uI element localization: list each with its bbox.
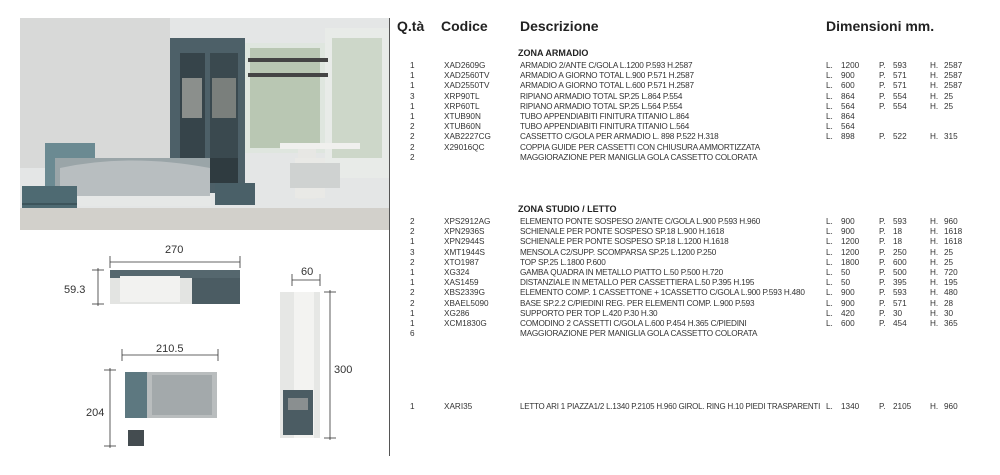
table-row <box>400 237 990 247</box>
qty-cell: 1 <box>410 268 415 277</box>
code-cell: XBS2339G <box>444 288 485 298</box>
dim-value-l: 900 <box>841 288 855 298</box>
code-cell: XRP60TL <box>444 101 480 111</box>
description-cell: BASE SP.2.2 C/PIEDINI REG. PER ELEMENTI COMP. L.900 P.593 <box>520 298 755 308</box>
dim-prefix-h: H. <box>930 268 939 277</box>
dim-prefix-p: P. <box>879 247 886 257</box>
qty-cell: 1 <box>410 237 415 247</box>
dim-value-p: 571 <box>893 81 907 91</box>
table-row <box>400 227 990 237</box>
dim-value-p: 571 <box>893 298 907 308</box>
code-cell: XPS2912AG <box>444 217 491 226</box>
qty-cell: 1 <box>410 61 415 70</box>
dim-value-p: 554 <box>893 91 907 101</box>
dim-prefix-h: H. <box>930 288 939 298</box>
description-cell: ARMADIO A GIORNO TOTAL L.900 P.571 H.2587 <box>520 71 694 81</box>
dim-value-l: 1200 <box>841 247 860 257</box>
qty-cell: 2 <box>410 217 415 226</box>
dim-value-h: 315 <box>944 132 958 142</box>
description-cell: TOP SP.25 L.1800 P.600 <box>520 257 606 267</box>
table-row <box>400 288 990 298</box>
dim-prefix-l: L. <box>826 247 833 257</box>
dim-prefix-l: L. <box>826 268 833 277</box>
table-row <box>400 217 990 227</box>
table-row <box>400 268 990 278</box>
dim-prefix-h: H. <box>930 247 939 257</box>
table-row <box>400 299 990 309</box>
column-divider <box>389 18 390 456</box>
code-cell: XG286 <box>444 308 470 318</box>
dim-value-l: 900 <box>841 227 855 237</box>
code-cell: XARI35 <box>444 402 473 411</box>
dim-prefix-p: P. <box>879 268 886 277</box>
table-row <box>400 309 990 319</box>
dim-value-h: 195 <box>944 278 958 288</box>
description-cell: RIPIANO ARMADIO TOTAL SP.25 L.864 P.554 <box>520 91 683 101</box>
dim-prefix-p: P. <box>879 217 886 226</box>
dim-value-h: 25 <box>944 247 954 257</box>
code-cell: XCM1830G <box>444 319 487 328</box>
description-cell: ARMADIO 2/ANTE C/GOLA L.1200 P.593 H.2587 <box>520 61 693 70</box>
header-description: Descrizione <box>520 18 599 34</box>
qty-cell: 2 <box>410 122 415 132</box>
dim-prefix-p: P. <box>879 319 886 328</box>
table-row <box>400 258 990 268</box>
code-cell: XMT1944S <box>444 247 485 257</box>
code-cell: XPN2936S <box>444 227 485 237</box>
dim-prefix-h: H. <box>930 61 939 70</box>
side-height-label: 300 <box>334 364 353 376</box>
dim-prefix-l: L. <box>826 257 833 267</box>
dim-prefix-h: H. <box>930 101 939 111</box>
dim-prefix-l: L. <box>826 237 833 247</box>
section-title: ZONA ARMADIO <box>518 48 589 58</box>
dim-prefix-l: L. <box>826 81 833 91</box>
dim-value-h: 25 <box>944 91 954 101</box>
code-cell: XAD2609G <box>444 61 486 70</box>
dim-value-h: 1618 <box>944 237 963 247</box>
dim-value-h: 2587 <box>944 61 963 70</box>
dim-value-l: 900 <box>841 217 855 226</box>
description-cell: ARMADIO A GIORNO TOTAL L.600 P.571 H.2587 <box>520 81 694 91</box>
dim-value-p: 500 <box>893 268 907 277</box>
description-cell: RIPIANO ARMADIO TOTAL SP.25 L.564 P.554 <box>520 101 683 111</box>
dim-value-p: 18 <box>893 237 903 247</box>
description-cell: ELEMENTO COMP. 1 CASSETTONE + 1CASSETTO C/GOLA L.900 P.593 H.480 <box>520 288 805 298</box>
qty-cell: 3 <box>410 91 415 101</box>
dim-prefix-l: L. <box>826 132 833 142</box>
dim-prefix-l: L. <box>826 308 833 318</box>
dim-value-p: 600 <box>893 257 907 267</box>
dim-prefix-l: L. <box>826 91 833 101</box>
dim-prefix-h: H. <box>930 257 939 267</box>
dim-value-l: 600 <box>841 81 855 91</box>
qty-cell: 2 <box>410 288 415 298</box>
code-cell: XTUB60N <box>444 122 481 132</box>
qty-cell: 1 <box>410 101 415 111</box>
description-cell: TUBO APPENDIABITI FINITURA TITANIO L.564 <box>520 122 690 132</box>
dim-value-p: 250 <box>893 247 907 257</box>
dim-prefix-h: H. <box>930 132 939 142</box>
dim-prefix-p: P. <box>879 402 886 411</box>
dim-value-h: 28 <box>944 298 954 308</box>
dim-value-h: 25 <box>944 101 954 111</box>
dim-value-p: 593 <box>893 288 907 298</box>
qty-cell: 2 <box>410 142 415 152</box>
qty-cell: 1 <box>410 402 415 411</box>
dim-prefix-h: H. <box>930 227 939 237</box>
qty-cell: 1 <box>410 278 415 288</box>
dim-value-p: 593 <box>893 217 907 226</box>
code-cell: X29016QC <box>444 142 485 152</box>
dim-prefix-l: L. <box>826 101 833 111</box>
qty-cell: 1 <box>410 308 415 318</box>
top-view-drawing <box>92 256 240 306</box>
code-cell: XTO1987 <box>444 257 479 267</box>
dim-value-l: 864 <box>841 112 855 121</box>
dim-value-p: 18 <box>893 227 903 237</box>
dim-prefix-p: P. <box>879 71 886 81</box>
dim-prefix-p: P. <box>879 298 886 308</box>
header-dimensions: Dimensioni mm. <box>826 18 935 34</box>
dim-value-l: 50 <box>841 278 851 288</box>
dim-prefix-h: H. <box>930 81 939 91</box>
qty-cell: 2 <box>410 132 415 142</box>
dim-prefix-h: H. <box>930 217 939 226</box>
room-photo-illustration <box>20 18 389 230</box>
dim-prefix-l: L. <box>826 112 833 121</box>
table-row <box>400 61 990 71</box>
qty-cell: 3 <box>410 247 415 257</box>
qty-cell: 6 <box>410 329 415 339</box>
technical-drawings <box>80 240 380 470</box>
dim-value-l: 564 <box>841 101 855 111</box>
dim-value-p: 454 <box>893 319 907 328</box>
dim-value-h: 25 <box>944 257 954 267</box>
dim-prefix-h: H. <box>930 91 939 101</box>
qty-cell: 1 <box>410 71 415 81</box>
dim-prefix-h: H. <box>930 319 939 328</box>
qty-cell: 1 <box>410 112 415 121</box>
table-row <box>400 132 990 142</box>
description-cell: MAGGIORAZIONE PER MANIGLIA GOLA CASSETTO COLORATA <box>520 152 758 162</box>
dim-value-h: 365 <box>944 319 958 328</box>
dim-value-l: 1200 <box>841 61 860 70</box>
description-cell: SCHIENALE PER PONTE SOSPESO SP.18 L.1200 H.1618 <box>520 237 729 247</box>
side-view-drawing <box>280 274 336 440</box>
dim-prefix-p: P. <box>879 81 886 91</box>
dim-prefix-l: L. <box>826 227 833 237</box>
dim-prefix-l: L. <box>826 298 833 308</box>
code-cell: XAD2560TV <box>444 71 490 81</box>
dim-value-l: 600 <box>841 319 855 328</box>
dim-prefix-l: L. <box>826 122 833 132</box>
dim-value-h: 30 <box>944 308 954 318</box>
dim-value-p: 593 <box>893 61 907 70</box>
dim-prefix-p: P. <box>879 91 886 101</box>
dim-prefix-p: P. <box>879 237 886 247</box>
description-cell: ELEMENTO PONTE SOSPESO 2/ANTE C/GOLA L.900 P.593 H.960 <box>520 217 761 226</box>
dim-value-l: 900 <box>841 71 855 81</box>
table-row <box>400 143 990 153</box>
table-row <box>400 402 990 412</box>
description-cell: TUBO APPENDIABITI FINITURA TITANIO L.864 <box>520 112 690 121</box>
section-title: ZONA STUDIO / LETTO <box>518 204 617 214</box>
code-cell: XTUB90N <box>444 112 481 121</box>
dim-value-h: 480 <box>944 288 958 298</box>
dim-prefix-p: P. <box>879 227 886 237</box>
dim-value-p: 554 <box>893 101 907 111</box>
description-cell: MENSOLA C2/SUPP. SCOMPARSA SP.25 L.1200 P.250 <box>520 247 717 257</box>
dim-prefix-l: L. <box>826 288 833 298</box>
bed-depth-label: 204 <box>86 407 105 419</box>
dim-value-l: 420 <box>841 308 855 318</box>
dim-value-l: 564 <box>841 122 855 132</box>
dim-prefix-p: P. <box>879 132 886 142</box>
dim-value-h: 2587 <box>944 81 963 91</box>
dim-value-l: 898 <box>841 132 855 142</box>
dim-value-l: 1340 <box>841 402 860 411</box>
dim-prefix-p: P. <box>879 257 886 267</box>
table-row <box>400 153 990 163</box>
qty-cell: 1 <box>410 81 415 91</box>
code-cell: XG324 <box>444 268 470 277</box>
room-photo <box>20 18 389 230</box>
table-row <box>400 329 990 339</box>
description-cell: CASSETTO C/GOLA PER ARMADIO L. 898 P.522 H.318 <box>520 132 719 142</box>
description-cell: DISTANZIALE IN METALLO PER CASSETTIERA L.50 P.395 H.195 <box>520 278 755 288</box>
side-depth-label: 60 <box>301 266 314 278</box>
code-cell: XAS1459 <box>444 278 479 288</box>
description-cell: GAMBA QUADRA IN METALLO PIATTO L.50 P.500 H.720 <box>520 268 723 277</box>
dim-value-l: 50 <box>841 268 851 277</box>
code-cell: XBAEL5090 <box>444 298 489 308</box>
dim-value-p: 522 <box>893 132 907 142</box>
top-depth-label: 59.3 <box>64 284 86 296</box>
code-cell: XRP90TL <box>444 91 480 101</box>
table-row <box>400 319 990 329</box>
table-row <box>400 122 990 132</box>
dim-prefix-h: H. <box>930 71 939 81</box>
bed-width-label: 210.5 <box>156 343 184 355</box>
dim-value-p: 571 <box>893 71 907 81</box>
dim-prefix-l: L. <box>826 278 833 288</box>
header-qty: Q.tà <box>397 18 425 34</box>
dim-value-l: 900 <box>841 298 855 308</box>
items-table <box>400 0 990 475</box>
dim-value-h: 1618 <box>944 227 963 237</box>
dim-prefix-p: P. <box>879 61 886 70</box>
code-cell: XPN2944S <box>444 237 485 247</box>
qty-cell: 1 <box>410 319 415 328</box>
description-cell: COMODINO 2 CASSETTI C/GOLA L.600 P.454 H.365 C/PIEDINI <box>520 319 747 328</box>
description-cell: SUPPORTO PER TOP L.420 P.30 H.30 <box>520 308 658 318</box>
dim-prefix-l: L. <box>826 319 833 328</box>
qty-cell: 2 <box>410 227 415 237</box>
table-row <box>400 248 990 258</box>
description-cell: LETTO ARI 1 PIAZZA1/2 L.1340 P.2105 H.960 GIROL. RING H.10 PIEDI TRASPARENTI <box>520 402 821 411</box>
table-row <box>400 92 990 102</box>
dim-value-l: 864 <box>841 91 855 101</box>
dim-prefix-p: P. <box>879 278 886 288</box>
dim-prefix-l: L. <box>826 61 833 70</box>
bed-view-drawing <box>104 349 218 448</box>
top-width-label: 270 <box>165 244 184 256</box>
dim-prefix-h: H. <box>930 237 939 247</box>
dim-value-h: 960 <box>944 402 958 411</box>
table-row <box>400 278 990 288</box>
qty-cell: 2 <box>410 298 415 308</box>
code-cell: XAD2550TV <box>444 81 490 91</box>
table-row <box>400 81 990 91</box>
description-cell: COPPIA GUIDE PER CASSETTI CON CHIUSURA AMMORTIZZATA <box>520 142 761 152</box>
qty-cell: 2 <box>410 152 415 162</box>
dim-prefix-h: H. <box>930 278 939 288</box>
table-row <box>400 112 990 122</box>
dim-prefix-h: H. <box>930 298 939 308</box>
description-cell: MAGGIORAZIONE PER MANIGLIA GOLA CASSETTO COLORATA <box>520 329 758 339</box>
dim-prefix-p: P. <box>879 308 886 318</box>
dim-prefix-p: P. <box>879 101 886 111</box>
dim-value-l: 1200 <box>841 237 860 247</box>
dim-value-h: 2587 <box>944 71 963 81</box>
dim-value-h: 960 <box>944 217 958 226</box>
table-row <box>400 71 990 81</box>
dim-prefix-l: L. <box>826 71 833 81</box>
code-cell: XAB2227CG <box>444 132 491 142</box>
description-cell: SCHIENALE PER PONTE SOSPESO SP.18 L.900 H.1618 <box>520 227 725 237</box>
dim-value-l: 1800 <box>841 257 860 267</box>
dim-prefix-p: P. <box>879 288 886 298</box>
header-code: Codice <box>441 18 488 34</box>
table-row <box>400 102 990 112</box>
dim-prefix-l: L. <box>826 217 833 226</box>
dim-value-p: 2105 <box>893 402 912 411</box>
dim-value-p: 395 <box>893 278 907 288</box>
dim-value-h: 720 <box>944 268 958 277</box>
qty-cell: 2 <box>410 257 415 267</box>
dim-prefix-l: L. <box>826 402 833 411</box>
dim-prefix-h: H. <box>930 308 939 318</box>
dim-prefix-h: H. <box>930 402 939 411</box>
dim-value-p: 30 <box>893 308 903 318</box>
